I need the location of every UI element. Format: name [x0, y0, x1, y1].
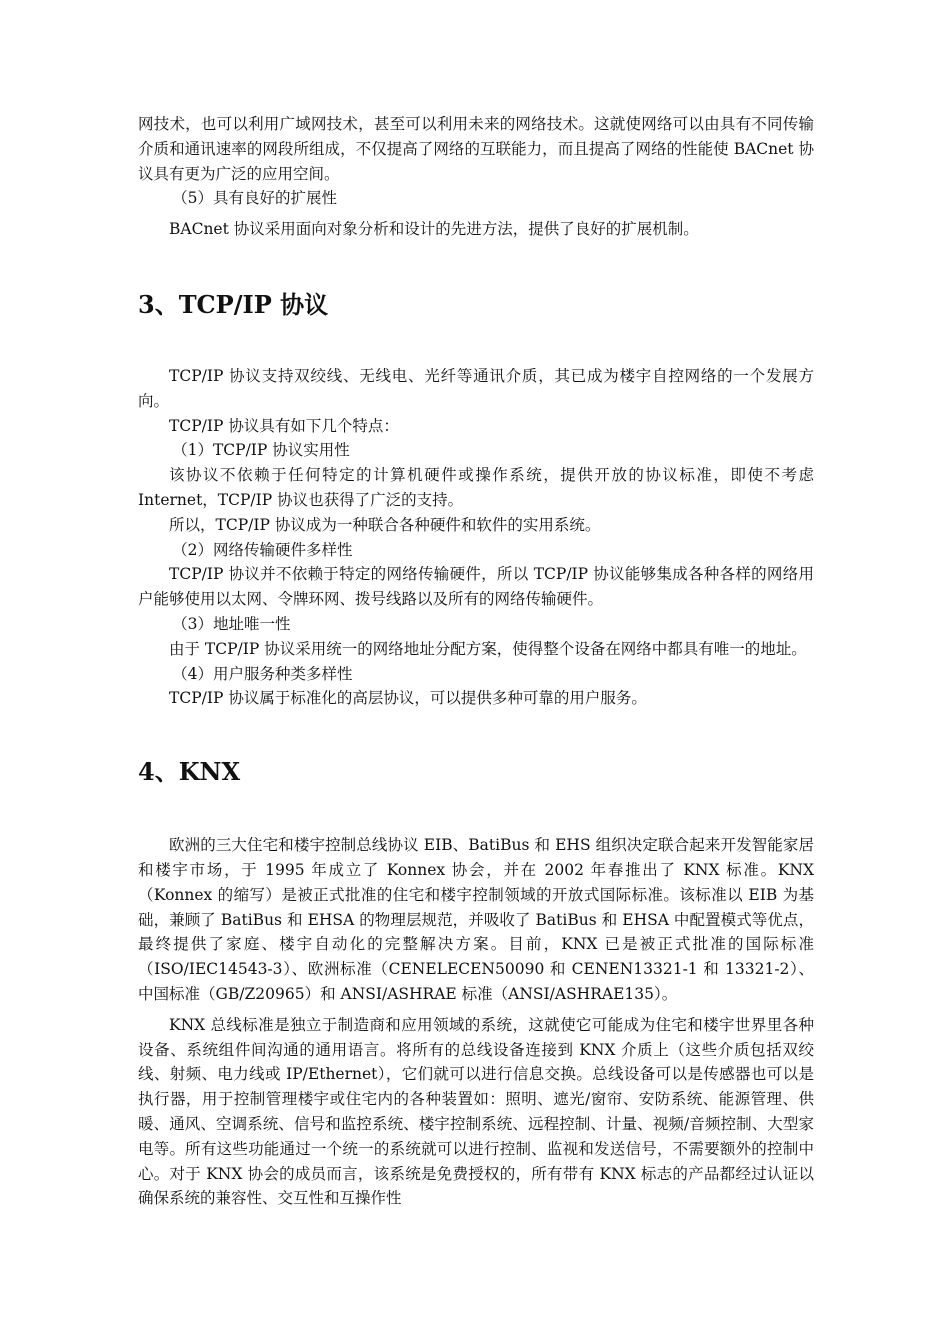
tcpip-feature-1-body-2: 所以，TCP/IP 协议成为一种联合各种硬件和软件的实用系统。 [169, 515, 601, 534]
knx-paragraph-2: KNX 总线标准是独立于制造商和应用领域的系统，这就使它可能成为住宅和楼宇世界里各种设备、系统组件间沟通的通用语言。将所有的总线设备连接到 KNX 介质上（这些介质包括双绞线、射频、电力线或 IP/Ethernet），它们就可以进行信息交换。总线设备可以是传感器也可以是执行器，用于控制管理楼宇或住宅内的各种装置如：照明、遮光/窗帘、安防系统、能源管理、供暖、通风、空调系统、信号和监控系统、楼宇控制系统、远程控制、计量、视频/音频控制、大型家电等。所有这些功能通过一个统一的系统就可以进行控制、监视和发送信号，不需要额外的控制中心。对于 KNX 协会的成员而言，该系统是免费授权的，所有带有 KNX 标志的产品都经过认证以确保系统的兼容性、交互性和互操作性 [138, 1015, 814, 1208]
tcpip-features-lead: TCP/IP 协议具有如下几个特点： [169, 416, 399, 435]
tcpip-feature-4-title: （4）用户服务种类多样性 [172, 664, 353, 683]
bacnet-item-5-body: BACnet 协议采用面向对象分析和设计的先进方法，提供了良好的扩展机制。 [169, 220, 699, 239]
tcpip-feature-3-body: 由于 TCP/IP 协议采用统一的网络地址分配方案，使得整个设备在网络中都具有唯一的地址。 [169, 639, 807, 658]
tcpip-feature-4-body: TCP/IP 协议属于标准化的高层协议，可以提供多种可靠的用户服务。 [169, 689, 647, 708]
bacnet-item-5-title: （5）具有良好的扩展性 [172, 189, 337, 208]
tcpip-feature-2-body: TCP/IP 协议并不依赖于特定的网络传输硬件，所以 TCP/IP 协议能够集成各种各样的网络用户能够使用以太网、令牌环网、拨号线路以及所有的网络传输硬件。 [138, 565, 814, 609]
tcpip-feature-1-title: （1）TCP/IP 协议实用性 [172, 441, 350, 460]
bacnet-paragraph-continuation: 网技术，也可以利用广域网技术，甚至可以利用未来的网络技术。这就使网络可以由具有不同传输介质和通讯速率的网段所组成，不仅提高了网络的互联能力，而且提高了网络的性能使 BACnet 协议具有更为广泛的应用空间。 [138, 115, 814, 183]
tcpip-feature-2-title: （2）网络传输硬件多样性 [172, 540, 353, 559]
tcpip-intro-paragraph: TCP/IP 协议支持双绞线、无线电、光纤等通讯介质，其已成为楼宇自控网络的一个发展方向。 [138, 366, 814, 410]
tcpip-feature-3-title: （3）地址唯一性 [172, 614, 291, 633]
knx-paragraph-1: 欧洲的三大住宅和楼宇控制总线协议 EIB、BatiBus 和 EHS 组织决定联合起来开发智能家居和楼宇市场，于 1995 年成立了 Konnex 协会，并在 2002 年春推出了 KNX 标准。KNX（Konnex 的缩写）是被正式批准的住宅和楼宇控制领域的开放式国际标准。该标准以 EIB 为基础，兼顾了 BatiBus 和 EHSA 的物理层规范，并吸收了 BatiBus 和 EHSA 中配置模式等优点，最终提供了家庭、楼宇自动化的完整解决方案。目前，KNX 已是被正式批准的国际标准（ISO/IEC14543-3）、欧洲标准（CENELECEN50090 和 CENEN13321-1 和 13321-2）、中国标准（GB/Z20965）和 ANSI/ASHRAE 标准（ANSI/ASHRAE135）。 [138, 836, 814, 1003]
tcpip-section-heading: 3、TCP/IP 协议 [138, 289, 329, 319]
tcpip-feature-1-body: 该协议不依赖于任何特定的计算机硬件或操作系统，提供开放的协议标准，即使不考虑 Internet，TCP/IP 协议也获得了广泛的支持。 [138, 466, 814, 509]
knx-section-heading: 4、KNX [138, 757, 241, 787]
document-body [138, 112, 814, 1211]
